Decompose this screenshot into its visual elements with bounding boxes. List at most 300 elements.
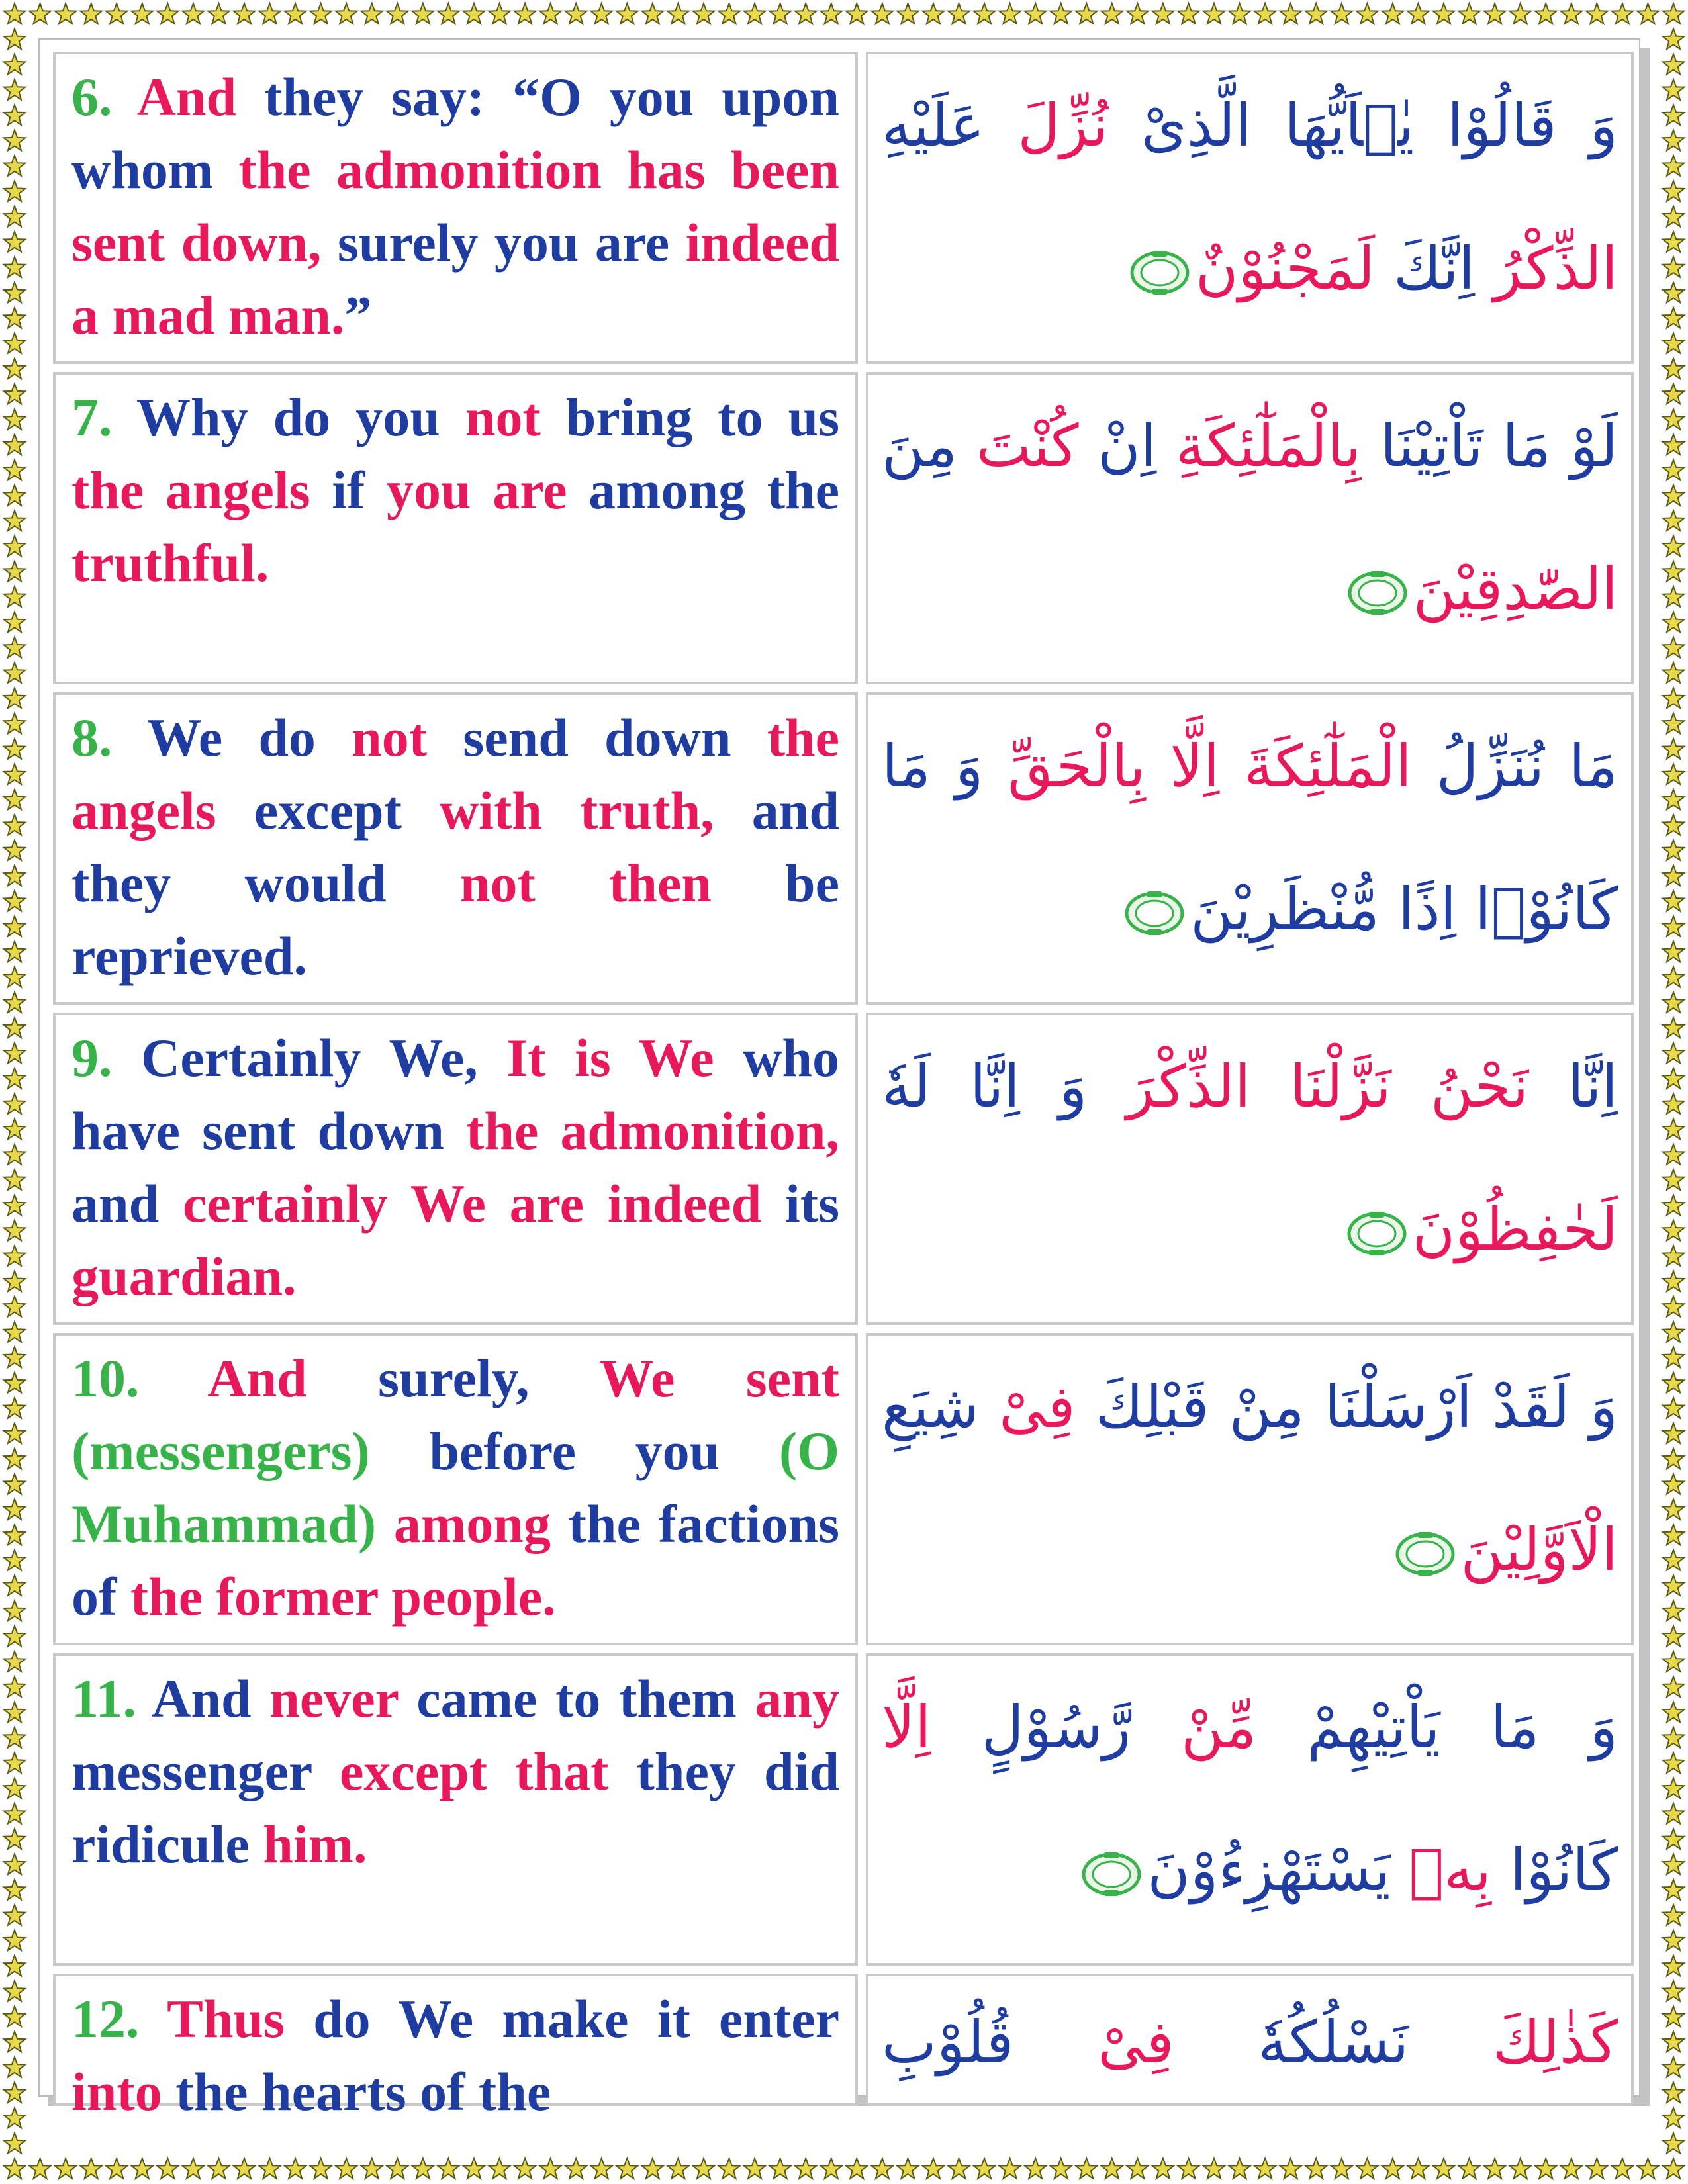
english-segment: ” [344,285,372,345]
star-icon [1663,815,1684,835]
english-segment: never [269,1668,399,1729]
star-icon [1663,1880,1684,1900]
star-icon [1663,1195,1684,1215]
star-icon [4,1017,25,1038]
arabic-line [882,2003,1618,2082]
star-icon [4,1981,25,2001]
star-icon [1663,1297,1684,1317]
english-segment: the factions of [71,1494,839,1627]
star-icon [1663,130,1684,151]
star-icon [4,1068,25,1089]
star-icon [1663,764,1684,784]
arabic-line [882,1047,1618,1126]
star-icon [1663,1144,1684,1165]
star-icon [361,3,383,24]
star-icon [1663,79,1684,100]
star-icon [4,1575,25,1596]
star-icon [1663,891,1684,911]
star-icon [4,206,25,226]
star-icon [1663,1220,1684,1241]
star-icon [1663,1322,1684,1342]
star-icon [4,1093,25,1114]
star-icon [336,3,357,24]
star-icon [1663,232,1684,252]
star-icon [1663,2107,1684,2128]
english-segment: do We make it enter [284,1989,839,2049]
star-icon [1663,2006,1684,2026]
star-icon [4,333,25,353]
star-icon [4,2107,25,2128]
verse-number: 6. [71,67,113,127]
star-icon [1663,1550,1684,1570]
english-translation-cell [53,372,858,684]
star-icon [29,3,50,24]
star-icon [1663,282,1684,302]
arabic-segment: كَانُوْۤا اِذًا مُّنْظَرِيْنَ [1190,875,1618,943]
english-segment: guardian. [71,1246,297,1306]
arabic-segment: يَسْتَهْزِءُوْنَ [1147,1836,1391,1904]
star-icon [1663,510,1684,531]
star-icon [1663,586,1684,607]
star-icon [4,130,25,151]
star-icon [565,3,586,24]
star-icon [4,612,25,632]
star-icon [795,2158,816,2179]
star-icon [4,1524,25,1545]
star-icon [1663,1981,1684,2001]
star-icon [1127,2158,1148,2179]
arabic-verse-cell [866,1333,1634,1645]
star-icon [846,2158,867,2179]
star-icon [1663,2133,1684,2154]
english-segment: they did ridicule [71,1741,839,1874]
star-icon [1663,865,1684,886]
star-icon [1612,3,1633,24]
star-icon [1382,3,1403,24]
verse-row [53,1333,1634,1645]
english-segment: they say: “O you upon whom [71,67,839,200]
english-segment: the admonition has been sent down, [71,140,839,273]
star-icon [4,1423,25,1443]
star-icon [1254,2158,1276,2179]
star-icon [693,2158,714,2179]
star-icon [4,1550,25,1570]
star-icon [1663,1448,1684,1469]
star-icon [157,3,178,24]
star-icon [463,3,485,24]
arabic-segment: فِىْ [1013,2008,1174,2076]
verse-number: 9. [71,1028,113,1088]
star-icon [591,3,612,24]
star-icon [4,1474,25,1494]
english-translation-text [71,1662,839,1881]
arabic-segment: الْاَوَّلِيْنَ [1460,1516,1618,1584]
verse-row [53,692,1634,1005]
star-icon [4,181,25,201]
arabic-segment: وَ اِنَّا لَهٗ [882,1052,1088,1120]
star-icon [974,2158,995,2179]
star-icon [4,1119,25,1140]
star-icon [157,2158,178,2179]
english-segment: It is We [506,1028,714,1088]
star-icon [4,2006,25,2026]
star-icon [106,3,127,24]
arabic-segment: اِنَّكَ [1375,234,1476,302]
english-segment: Why do you [112,387,465,447]
star-icon [540,2158,561,2179]
star-icon [1663,1626,1684,1647]
english-segment: not then [459,853,712,913]
star-icon [897,2158,918,2179]
verse-row [53,372,1634,684]
star-icon [1663,1651,1684,1672]
star-icon [55,2158,76,2179]
english-segment: with truth, [439,780,714,841]
star-icon [1229,3,1250,24]
star-icon [1663,662,1684,683]
english-segment: send down [427,707,767,768]
star-icon [1663,1093,1684,1114]
star-icon [1663,1778,1684,1798]
star-icon [4,1752,25,1773]
star-icon [4,1220,25,1241]
english-segment: among [376,1494,551,1554]
english-segment: who have sent down [71,1028,839,1161]
star-icon [1076,3,1097,24]
arabic-segment: فِىْ [979,1373,1076,1441]
star-icon [4,1144,25,1165]
english-segment: messenger [71,1741,340,1801]
english-translation-cell [53,1974,858,2122]
arabic-segment: قُلُوْبِ [882,2008,1014,2076]
ayah-end-marker-icon [1347,570,1408,616]
arabic-segment: شِيَعِ [882,1373,980,1441]
english-segment: We do [112,707,352,768]
star-icon [132,3,153,24]
english-segment: surely you are [321,212,686,273]
star-icon [1663,257,1684,277]
english-segment: Certainly We, [112,1028,507,1088]
star-icon [1229,2158,1250,2179]
star-icon [1663,1727,1684,1748]
star-icon [1561,2158,1582,2179]
star-icon [4,1600,25,1621]
star-icon [234,2158,255,2179]
ayah-end-marker-icon [1124,890,1185,936]
star-icon [4,1297,25,1317]
star-icon [1663,1068,1684,1089]
arabic-segment: بِالْمَلٰٓئِكَةِ [1156,412,1362,480]
star-icon [1663,156,1684,176]
arabic-segment: الصّٰدِقِيْنَ [1413,555,1618,623]
star-icon [1127,3,1148,24]
english-translation-text [71,381,839,600]
star-icon [872,2158,893,2179]
english-segment: (messengers) [71,1421,370,1481]
star-icon [999,3,1020,24]
star-icon [4,1195,25,1215]
star-icon [1663,1930,1684,1950]
arabic-segment: وَ مَا يَاْتِيْهِمْ [1256,1693,1618,1761]
english-segment: him. [263,1814,367,1874]
star-icon [1586,3,1607,24]
star-icon [4,1803,25,1824]
star-icon [4,1930,25,1950]
star-icon [1663,181,1684,201]
star-icon [1561,3,1582,24]
english-segment: its [761,1173,839,1234]
star-icon [285,2158,306,2179]
star-icon [4,865,25,886]
english-segment: surely, [306,1348,600,1408]
star-icon [4,916,25,936]
star-icon [769,3,790,24]
star-icon [4,282,25,302]
star-icon [4,1778,25,1798]
arabic-segment: كُنْتَ [957,412,1079,480]
star-icon [336,2158,357,2179]
english-segment: before you [369,1421,779,1481]
english-translation-text [71,1983,839,2128]
star-icon [4,79,25,100]
arabic-line [882,229,1618,308]
star-icon [4,992,25,1013]
star-icon [642,2158,663,2179]
english-segment: Thus [139,1989,285,2049]
star-icon [1152,2158,1174,2179]
star-icon [4,840,25,860]
english-segment: the former people. [130,1567,556,1627]
star-icon [1663,409,1684,430]
star-icon [1663,967,1684,987]
verse-number: 11. [71,1668,136,1729]
arabic-line [882,1688,1618,1767]
star-icon [1458,2158,1479,2179]
english-translation-cell [53,1653,858,1966]
english-translation-cell [53,1013,858,1325]
star-icon [514,2158,536,2179]
star-icon [463,2158,485,2179]
star-icon [4,1169,25,1190]
star-icon [1433,2158,1454,2179]
english-segment: And [112,67,265,127]
star-icon [4,384,25,404]
star-icon [1102,3,1123,24]
star-icon [4,1499,25,1520]
star-icon [4,637,25,658]
star-icon [1280,3,1301,24]
english-segment: into [71,2062,162,2122]
star-icon [1586,2158,1607,2179]
star-icon [387,3,408,24]
star-icon [4,3,25,24]
star-icon [1663,713,1684,734]
star-icon [1025,3,1046,24]
star-icon [1663,2158,1684,2179]
star-icon [1663,1524,1684,1545]
star-icon [4,535,25,556]
star-icon [489,2158,510,2179]
star-icon [1663,1803,1684,1824]
star-icon [1663,2082,1684,2103]
star-icon [1510,2158,1531,2179]
star-icon [4,1956,25,1976]
star-icon [132,2158,153,2179]
verse-row [53,1013,1634,1325]
arabic-segment: اِنْ [1078,412,1157,480]
arabic-segment: لَوْ مَا تَاْتِيْنَا [1361,412,1618,480]
star-icon [1663,1246,1684,1266]
star-icon [1535,3,1556,24]
star-icon [4,358,25,379]
star-icon [412,2158,434,2179]
star-icon [1663,1347,1684,1367]
arabic-segment: اِنَّا [1528,1052,1618,1120]
star-icon [4,434,25,455]
star-icon [4,662,25,683]
star-icon [4,1043,25,1064]
star-icon [310,2158,332,2179]
english-translation-text [71,61,839,352]
star-icon [1663,485,1684,506]
star-icon [310,3,332,24]
star-icon [1663,637,1684,658]
star-icon [1663,333,1684,353]
star-icon [1663,1600,1684,1621]
arabic-segment: مِنَ [882,412,958,480]
star-icon [821,3,842,24]
star-icon [4,1398,25,1418]
verse-number: 12. [71,1989,140,2049]
star-icon [4,1448,25,1469]
star-icon [1663,358,1684,379]
arabic-segment: وَ لَقَدْ اَرْسَلْنَا مِنْ قَبْلِكَ [1075,1373,1618,1441]
star-icon [1663,1373,1684,1393]
english-segment: the admonition, [466,1101,839,1161]
star-icon [1663,54,1684,75]
star-icon [1612,2158,1633,2179]
star-icon [4,1676,25,1697]
english-segment: the hearts of the [162,2062,551,2122]
star-icon [438,2158,459,2179]
english-translation-text [71,702,839,993]
english-segment: be reprieved. [71,853,840,986]
star-icon [29,2158,50,2179]
verse-number: 10. [71,1348,140,1408]
star-icon [1663,1423,1684,1443]
star-icon [1458,3,1479,24]
star-icon [565,2158,586,2179]
star-icon [1663,1271,1684,1291]
star-icon [1663,1854,1684,1874]
arabic-segment: بِهٖ [1390,1836,1491,1904]
star-icon [514,3,536,24]
star-icon [1663,992,1684,1013]
star-icon [4,891,25,911]
arabic-line [882,1510,1618,1590]
star-icon [183,2158,204,2179]
star-icon [1510,3,1531,24]
star-icon [1331,3,1352,24]
english-segment: And [136,1668,270,1729]
star-icon [4,713,25,734]
star-icon [4,790,25,810]
arabic-segment: رَّسُوْلٍ [931,1693,1131,1761]
star-icon [1152,3,1174,24]
english-segment: you are [387,460,567,520]
english-segment: the angels [71,707,839,841]
arabic-segment: وَ مَا [882,732,984,800]
star-icon [4,28,25,49]
star-icon [489,3,510,24]
star-icon [4,688,25,708]
star-icon [718,3,739,24]
star-icon [1663,1676,1684,1697]
star-icon [1637,3,1658,24]
arabic-verse-cell [866,1653,1634,1966]
star-icon [259,2158,280,2179]
star-icon [4,967,25,987]
star-icon [1663,1575,1684,1596]
star-icon [4,1322,25,1342]
star-icon [1663,1829,1684,1849]
star-icon [1305,3,1327,24]
arabic-line [882,1190,1618,1269]
star-icon [897,3,918,24]
star-icon [1663,739,1684,759]
star-icon [4,764,25,784]
star-icon [718,2158,739,2179]
arabic-verse-cell [866,1974,1634,2106]
english-translation-cell [53,52,858,364]
star-icon [1663,688,1684,708]
star-icon [4,1373,25,1393]
star-icon [4,1880,25,1900]
verse-row [53,52,1634,364]
star-icon [1254,3,1276,24]
verse-row [53,1653,1634,1966]
star-icon [1663,2032,1684,2052]
star-icon [1433,3,1454,24]
english-segment: (O Muhammad) [71,1421,839,1554]
star-icon [4,257,25,277]
star-icon [1663,1474,1684,1494]
star-icon [795,3,816,24]
star-icon [1535,2158,1556,2179]
star-icon [1356,2158,1378,2179]
english-segment: except [216,780,440,841]
english-segment: certainly We are indeed [183,1173,762,1234]
star-icon [1356,3,1378,24]
star-icon [1663,790,1684,810]
star-icon [1663,1499,1684,1520]
star-icon [616,3,637,24]
star-icon [1663,1398,1684,1418]
star-icon [4,1626,25,1647]
star-icon [744,3,765,24]
ayah-end-marker-icon [1395,1531,1456,1577]
verse-row [53,1974,1634,2122]
english-segment: not [352,707,428,768]
english-segment: bring to us [540,387,839,447]
english-segment: truthful. [71,533,269,593]
star-icon [81,3,102,24]
star-icon [4,2158,25,2179]
star-icon [259,3,280,24]
star-icon [1305,2158,1327,2179]
star-icon [1663,1702,1684,1723]
english-segment: not [465,387,541,447]
